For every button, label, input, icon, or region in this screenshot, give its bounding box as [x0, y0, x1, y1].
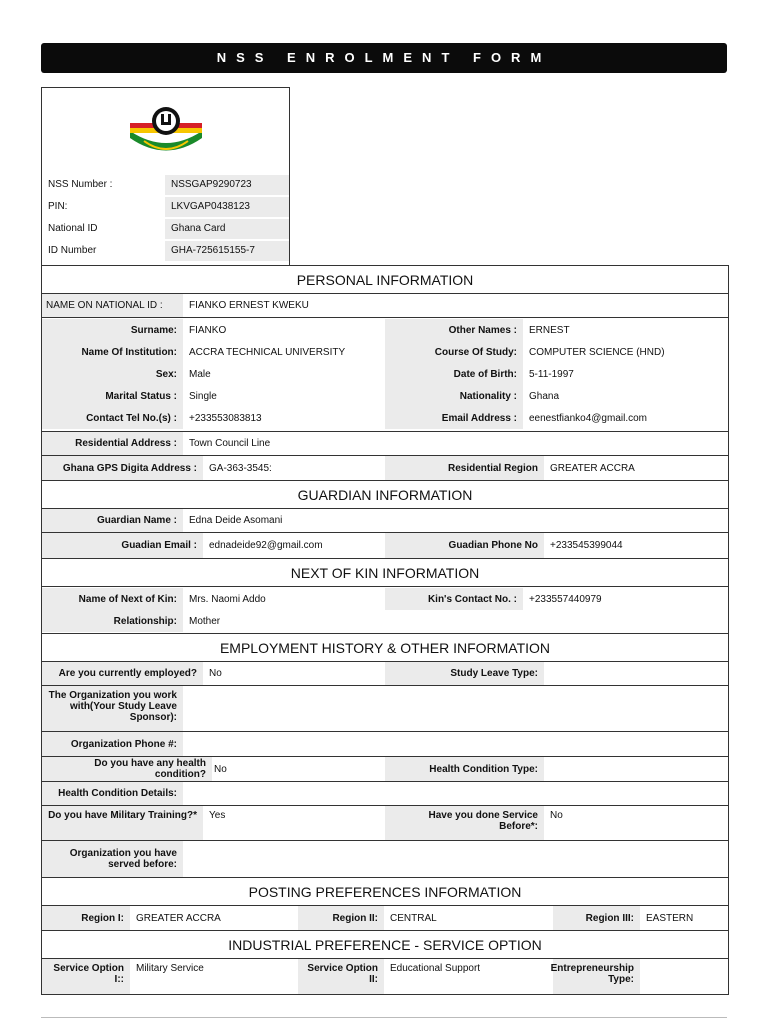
- kin-relationship-value: Mother: [189, 615, 221, 627]
- personal-heading: PERSONAL INFORMATION: [42, 266, 728, 294]
- health-details-row: Health Condition Details:: [42, 782, 728, 806]
- posting-row: Region I: GREATER ACCRA Region II: CENTRAL Region III: EASTERN: [42, 906, 728, 931]
- guardian-name-value: Edna Deide Asomani: [189, 515, 283, 526]
- pin-value: LKVGAP0438123: [165, 197, 289, 217]
- id-number-row: ID Number GHA-725615155-7: [42, 241, 289, 261]
- personal-grid: Surname: FIANKO Other Names : ERNEST Name Of Institution: ACCRA TECHNICAL UNIVERSITY Course Of Study: COMPUTER SCIENCE (HND) Sex: Male Date of Birth: 5-11-1997 Marital Status : Single Nationality : Ghana Contact Tel No.(s) : +233553083813 Email Address : eenestfianko4@gmail.com: [42, 318, 728, 432]
- nss-number-value: NSSGAP9290723: [165, 175, 289, 195]
- email-value: eenestfianko4@gmail.com: [529, 412, 647, 424]
- posting-heading: POSTING PREFERENCES INFORMATION: [42, 878, 728, 906]
- organization-value: [183, 686, 189, 731]
- service-before-value: No: [550, 810, 563, 821]
- form-title: NSS ENROLMENT FORM: [41, 43, 727, 73]
- military-value: Yes: [209, 810, 226, 821]
- region-1-value: GREATER ACCRA: [136, 912, 221, 924]
- military-row: Do you have Military Training?* Yes Have you done Service Before*: No: [42, 806, 728, 841]
- other-names-value: ERNEST: [529, 324, 570, 336]
- dob-value: 5-11-1997: [529, 368, 574, 380]
- address-value: Town Council Line: [189, 438, 271, 449]
- guardian-heading: GUARDIAN INFORMATION: [42, 481, 728, 509]
- option-2-value: Educational Support: [390, 963, 481, 974]
- guardian-name-row: Guardian Name : Edna Deide Asomani: [42, 509, 728, 533]
- health-value: No: [214, 763, 227, 775]
- health-details-value: [183, 782, 189, 805]
- organization-row: The Organization you work with(Your Study Leave Sponsor):: [42, 686, 728, 732]
- kin-heading: NEXT OF KIN INFORMATION: [42, 559, 728, 587]
- name-on-id-row: NAME ON NATIONAL ID : FIANKO ERNEST KWEKU: [42, 294, 728, 318]
- guardian-phone-value: +233545399044: [550, 540, 623, 551]
- health-row: Do you have any health condition? No Health Condition Type:: [42, 757, 728, 782]
- option-3-value: [640, 959, 646, 994]
- region-3-value: EASTERN: [646, 912, 694, 924]
- leave-value: [544, 662, 550, 685]
- kin-grid: Name of Next of Kin: Mrs. Naomi Addo Kin's Contact No. : +233557440979 Relationship: Mother: [42, 587, 728, 634]
- sex-value: Male: [189, 368, 211, 380]
- industrial-row: Service Option I:: Military Service Service Option II: Educational Support Entrepreneurship Type:: [42, 959, 728, 994]
- option-1-value: Military Service: [136, 963, 204, 974]
- industrial-heading: INDUSTRIAL PREFERENCE - SERVICE OPTION: [42, 931, 728, 959]
- id-number-value: GHA-725615155-7: [165, 241, 289, 261]
- served-org-value: [183, 841, 189, 877]
- org-phone-value: [183, 732, 189, 756]
- guardian-contact-row: Guadian Email : ednadeide92@gmail.com Guadian Phone No +233545399044: [42, 533, 728, 559]
- gps-value: GA-363-3545:: [209, 462, 272, 474]
- institution-value: ACCRA TECHNICAL UNIVERSITY: [189, 346, 346, 358]
- national-id-value: Ghana Card: [165, 219, 289, 239]
- tel-value: +233553083813: [189, 412, 262, 424]
- name-on-id-value: FIANKO ERNEST KWEKU: [189, 300, 309, 311]
- region-2-value: CENTRAL: [390, 912, 437, 924]
- kin-name-value: Mrs. Naomi Addo: [189, 593, 266, 605]
- id-block: [41, 87, 290, 265]
- course-value: COMPUTER SCIENCE (HND): [529, 346, 665, 358]
- pin-row: PIN: LKVGAP0438123: [42, 197, 289, 217]
- footer-divider: [41, 1017, 727, 1018]
- nationality-value: Ghana: [529, 390, 560, 402]
- region-value: GREATER ACCRA: [550, 462, 635, 474]
- address-row: Residential Address : Town Council Line: [42, 432, 728, 456]
- national-id-row: National ID Ghana Card: [42, 219, 289, 239]
- employed-value: No: [209, 668, 222, 679]
- served-org-row: Organization you have served before:: [42, 841, 728, 878]
- kin-contact-value: +233557440979: [529, 593, 602, 605]
- health-type-value: [544, 757, 550, 781]
- nss-logo: [128, 105, 204, 163]
- enrolment-form: [41, 265, 729, 995]
- nss-number-row: NSS Number : NSSGAP9290723: [42, 175, 289, 195]
- guardian-email-value: ednadeide92@gmail.com: [209, 540, 323, 551]
- gps-row: Ghana GPS Digita Address : GA-363-3545: Residential Region GREATER ACCRA: [42, 456, 728, 481]
- marital-value: Single: [189, 390, 217, 402]
- org-phone-row: Organization Phone #:: [42, 732, 728, 757]
- employed-row: Are you currently employed? No Study Leave Type:: [42, 662, 728, 686]
- surname-value: FIANKO: [189, 324, 227, 336]
- employment-heading: EMPLOYMENT HISTORY & OTHER INFORMATION: [42, 634, 728, 662]
